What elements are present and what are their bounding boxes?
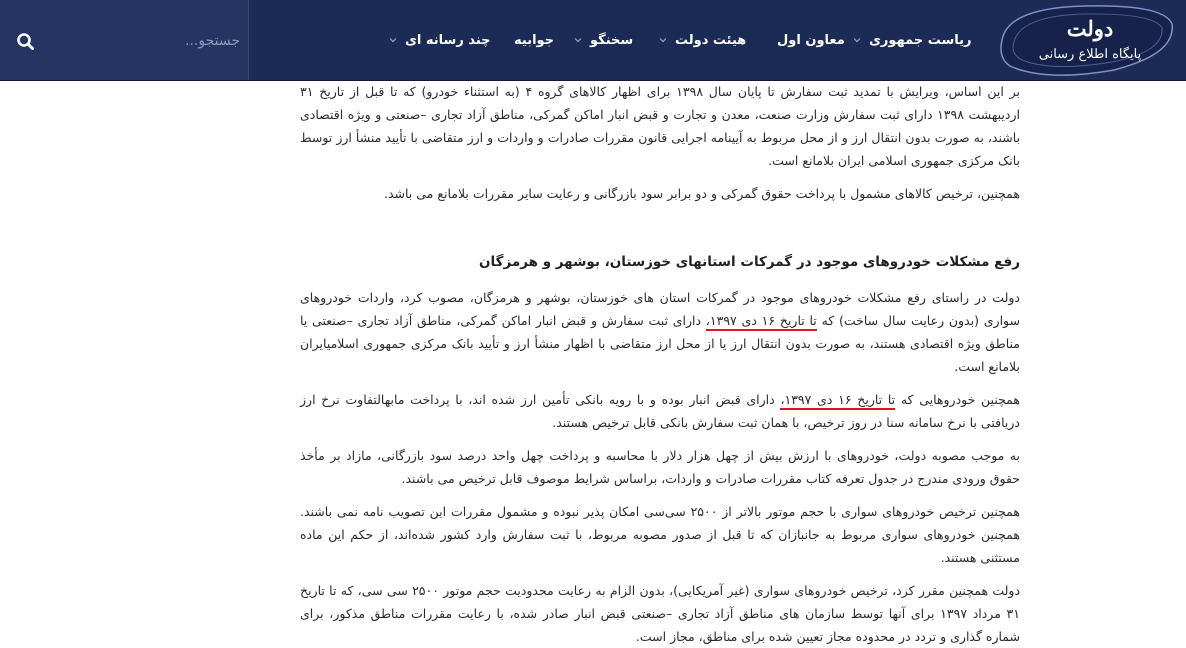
nav-item-presidency[interactable] [852,30,972,50]
article-body [300,80,1021,644]
logo-title: دولت [1066,16,1114,41]
article-paragraph [300,388,1020,434]
text-run: دارای قبض انبار بوده و با رویه بانکی تأمین ارز شده اند، با پرداخت مابهالتفاوت نرخ ارز دریافتی با نرخ سامانه سنا در روز ترخیص، با همان ثبت سفارش بانکی قابل ترخیص هستند. [300,392,1020,430]
text-run: دارای ثبت سفارش و قبض انبار اماکن گمرکی، مناطق آزاد تجاری –صنعتی یا مناطق ویژه اقتصادی هستند، به صورت بدون انتقال ارز یا از محل ارز متقاضی با اظهار منشأ ارز و تأیید بانک مرکزی جمهوری اسلامیایران بلامانع است. [300,313,1020,374]
logo-subtitle: پایگاه اطلاع رسانی [1038,47,1142,62]
section-heading: رفع مشکلات خودروهای موجود در گمرکات استانهای خوزستان، بوشهر و هرمزگان [479,254,1020,270]
chevron-down-icon [658,35,668,45]
site-logo[interactable] [994,2,1176,78]
spacer [300,215,1020,237]
article-paragraph: همچنین ترخیص خودروهای سواری با حجم موتور بالاتر از ۲۵۰۰ سی‌سی امکان پذیر نبوده و مشمول مقررات این تصویب نامه نمی باشند. همچنین خودروهای سواری مربوط به جانبازان که تا قبل از صدور مصوبه مربوط، با ثبت سفارش وارد کشور شده‌اند، از حکم این ماده مستثنی هستند. [300,504,1020,565]
nav-item-cabinet[interactable] [658,30,746,50]
nav-item-label: چند رسانه ای [405,32,491,48]
main-nav [380,0,978,80]
chevron-down-icon [852,35,862,45]
text-run: همچنین خودروهایی که [895,392,1020,407]
nav-item-label: ریاست جمهوری [869,32,972,48]
nav-item-response[interactable] [514,30,554,50]
article-paragraph: همچنین، ترخیص کالاهای مشمول با پرداخت حقوق گمرکی و دو برابر سود بازرگانی و رعایت سایر مقررات بلامانع می باشد. [383,186,1020,201]
nav-item-label: سخنگو [590,32,634,48]
article-paragraph: دولت همچنین مقرر کرد، ترخیص خودروهای سواری (غیر آمریکایی)، بدون الزام به رعایت محدودیت حجم موتور ۲۵۰۰ سی سی، که تا تاریخ ۳۱ مرداد ۱۳۹۷ برای آنها توسط سازمان های مناطق آزاد تجاری –صنعتی قبض انبار صادر شده، با رعایت مقررات مناطق مذکور، برای شماره گذاری و تردد در محدوده مجاز تعیین شده برای مناطق، مجاز است. [300,583,1021,644]
nav-item-label: هیئت دولت [675,32,747,48]
nav-item-spokesman[interactable] [573,30,633,50]
top-header [0,0,1186,81]
text-run: دولت در راستای رفع مشکلات خودروهای موجود در گمرکات استان های خوزستان، بوشهر و هرمزگان، مصوب کرد، واردات خودروهای سواری (بدون رعایت سال ساخت) که [300,290,1020,328]
search-button[interactable] [14,30,38,54]
article-paragraph [300,286,1020,378]
nav-item-first-vp[interactable] [777,30,845,50]
highlighted-date: تا تاریخ ۱۶ دی ۱۳۹۷، [780,392,895,410]
search-icon [14,30,38,54]
chevron-down-icon [573,35,583,45]
search-box [0,0,249,80]
logo-emblem [994,2,1176,78]
nav-item-label: جوابیه [514,32,555,48]
chevron-down-icon [388,35,398,45]
article-paragraph: به موجب مصوبه دولت، خودروهای با ارزش بیش از چهل هزار دلار با محاسبه و پرداخت چهل واحد درصد سود بازرگانی، مازاد بر مأخذ حقوق ورودی مندرج در جدول تعرفه کتاب مقررات صادرات و واردات، براساس شرایط موصوف قابل ترخیص می باشند. [300,448,1020,486]
nav-item-label: معاون اول [777,32,845,48]
highlighted-date: تا تاریخ ۱۶ دی ۱۳۹۷، [706,313,817,331]
article-paragraph: بر این اساس، ویرایش با تمدید ثبت سفارش تا پایان سال ۱۳۹۸ برای اظهار کالاهای گروه ۴ (به استثناء خودرو) که تا قبل از تاریخ ۳۱ اردیبهشت ۱۳۹۸ دارای ثبت سفارش وزارت صنعت، معدن و تجارت و قبض انبار اماکن گمرکی، مناطق آزاد تجاری –صنعتی و ویژه اقتصادی باشند، به صورت بدون انتقال ارز و از محل مربوط به آیینامه اجرایی قانون مقررات صادرات و واردات و ارز متقاضی با تأیید منشأ ارز توسط بانک مرکزی جمهوری اسلامی ایران بلامانع است. [300,84,1020,168]
nav-item-multimedia[interactable] [388,30,491,50]
search-input[interactable] [56,26,242,56]
